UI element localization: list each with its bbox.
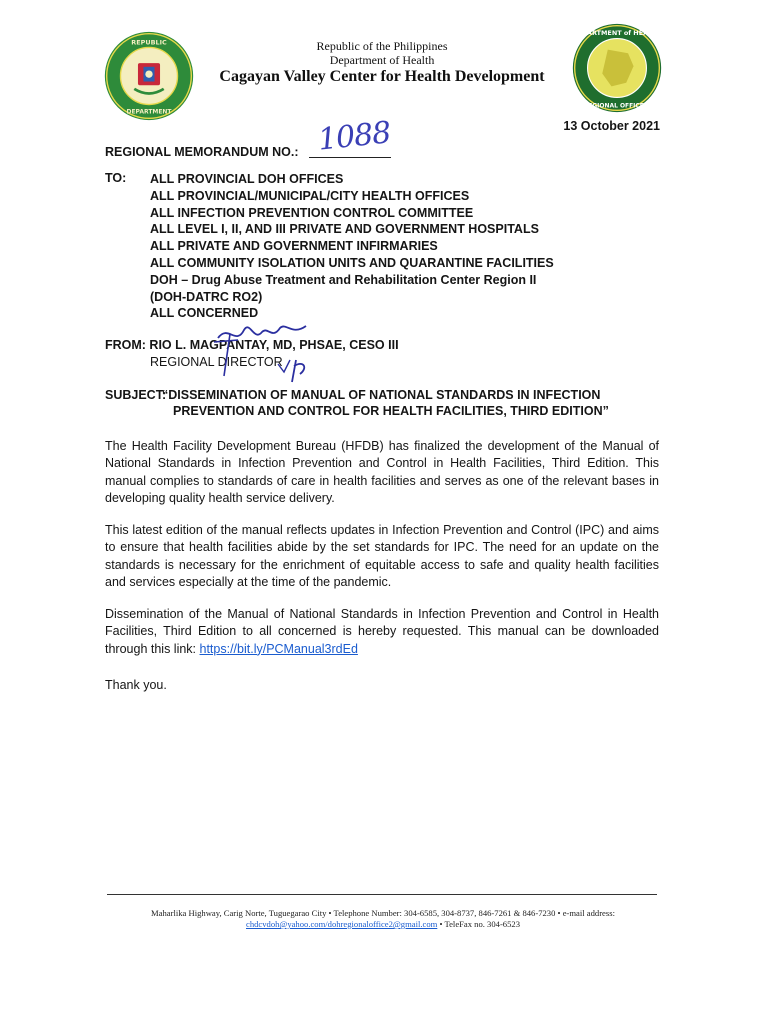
recipient-item: ALL LEVEL I, II, AND III PRIVATE AND GOVERNMENT HOSPITALS xyxy=(150,222,539,237)
footer-telefax: • TeleFax no. 304-6523 xyxy=(437,919,520,929)
from-line: FROM: RIO L. MAGPANTAY, MD, PHSAE, CESO III xyxy=(105,338,399,352)
body-paragraph-1: The Health Facility Development Bureau (HFDB) has finalized the development of the Manual of National Standards in Infection Prevention and Control in Health Facilities, Third Edition. This manual complies to standards of care in health facilities and serves as one of the relevant bases in developing quality health service delivery. xyxy=(105,439,659,506)
subject-line-1: “DISSEMINATION OF MANUAL OF NATIONAL STANDARDS IN INFECTION xyxy=(162,388,601,402)
footer-email-link[interactable]: chdcvdoh@yahoo.com/dohregionaloffice2@gmail.com xyxy=(246,919,438,929)
footer-contact xyxy=(105,919,661,929)
recipient-item: ALL CONCERNED xyxy=(150,306,259,321)
memo-number-label: REGIONAL MEMORANDUM NO.: xyxy=(105,145,299,159)
memo-date: 13 October 2021 xyxy=(563,119,660,133)
republic-seal-icon xyxy=(103,30,195,122)
recipient-item: ALL PROVINCIAL DOH OFFICES xyxy=(150,172,344,186)
closing-thanks: Thank you. xyxy=(105,678,167,692)
recipient-item: ALL PRIVATE AND GOVERNMENT INFIRMARIES xyxy=(150,239,438,254)
recipient-item: ALL INFECTION PREVENTION CONTROL COMMITTEE xyxy=(150,205,474,220)
right-seal-top-text: DEPARTMENT of HEALTH xyxy=(573,28,661,37)
body-paragraph-3 xyxy=(105,606,659,658)
manual-download-link[interactable]: https://bit.ly/PCManual3rdEd xyxy=(199,641,358,656)
body-paragraph-2: This latest edition of the manual reflects updates in Infection Prevention and Control (IPC) and aims to ensure that health facilities abide by the set standards for IPC. The need for an update on the standards is necessary for the enrichment of equitable access to safe and quality health facilities and services especially at the time of the pandemic. xyxy=(105,523,659,590)
subject-line-2: PREVENTION AND CONTROL FOR HEALTH FACILITIES, THIRD EDITION” xyxy=(173,404,609,418)
header-center-name: Cagayan Valley Center for Health Development xyxy=(219,68,545,85)
footer-address: Maharlika Highway, Carig Norte, Tuguegarao City • Telephone Number: 304-6585, 304-8737, 846-7261 & 846-7230 • e-mail address: xyxy=(151,908,615,918)
signature-icon xyxy=(208,316,318,386)
subject-label: SUBJECT: xyxy=(105,388,167,402)
from-title: REGIONAL DIRECTOR xyxy=(150,355,283,369)
recipient-item: (DOH-DATRC RO2) xyxy=(150,289,263,304)
recipient-item: ALL PROVINCIAL/MUNICIPAL/CITY HEALTH OFFICES xyxy=(150,188,470,203)
memo-number-handwritten: 1088 xyxy=(316,115,392,158)
recipient-item: DOH – Drug Abuse Treatment and Rehabilitation Center Region II xyxy=(150,272,537,287)
left-seal-top-text: REPUBLIC xyxy=(131,38,167,47)
left-seal-bottom-text: DEPARTMENT xyxy=(126,108,172,116)
doh-regional-seal-icon xyxy=(571,22,663,114)
footer-divider xyxy=(107,894,657,895)
recipient-list xyxy=(150,171,554,322)
to-label: TO: xyxy=(105,171,127,185)
recipient-item: ALL COMMUNITY ISOLATION UNITS AND QUARANTINE FACILITIES xyxy=(150,255,554,270)
header-department: Department of Health xyxy=(329,53,435,67)
header-republic: Republic of the Philippines xyxy=(316,39,448,53)
body-paragraph-3-text: Dissemination of the Manual of National Standards in Infection Prevention and Control in Health Facilities, Third Edition to all concerned is hereby requested. This manual can be downloaded through this link: xyxy=(105,607,659,656)
right-seal-bottom-text: REGIONAL OFFICE II xyxy=(583,102,651,110)
